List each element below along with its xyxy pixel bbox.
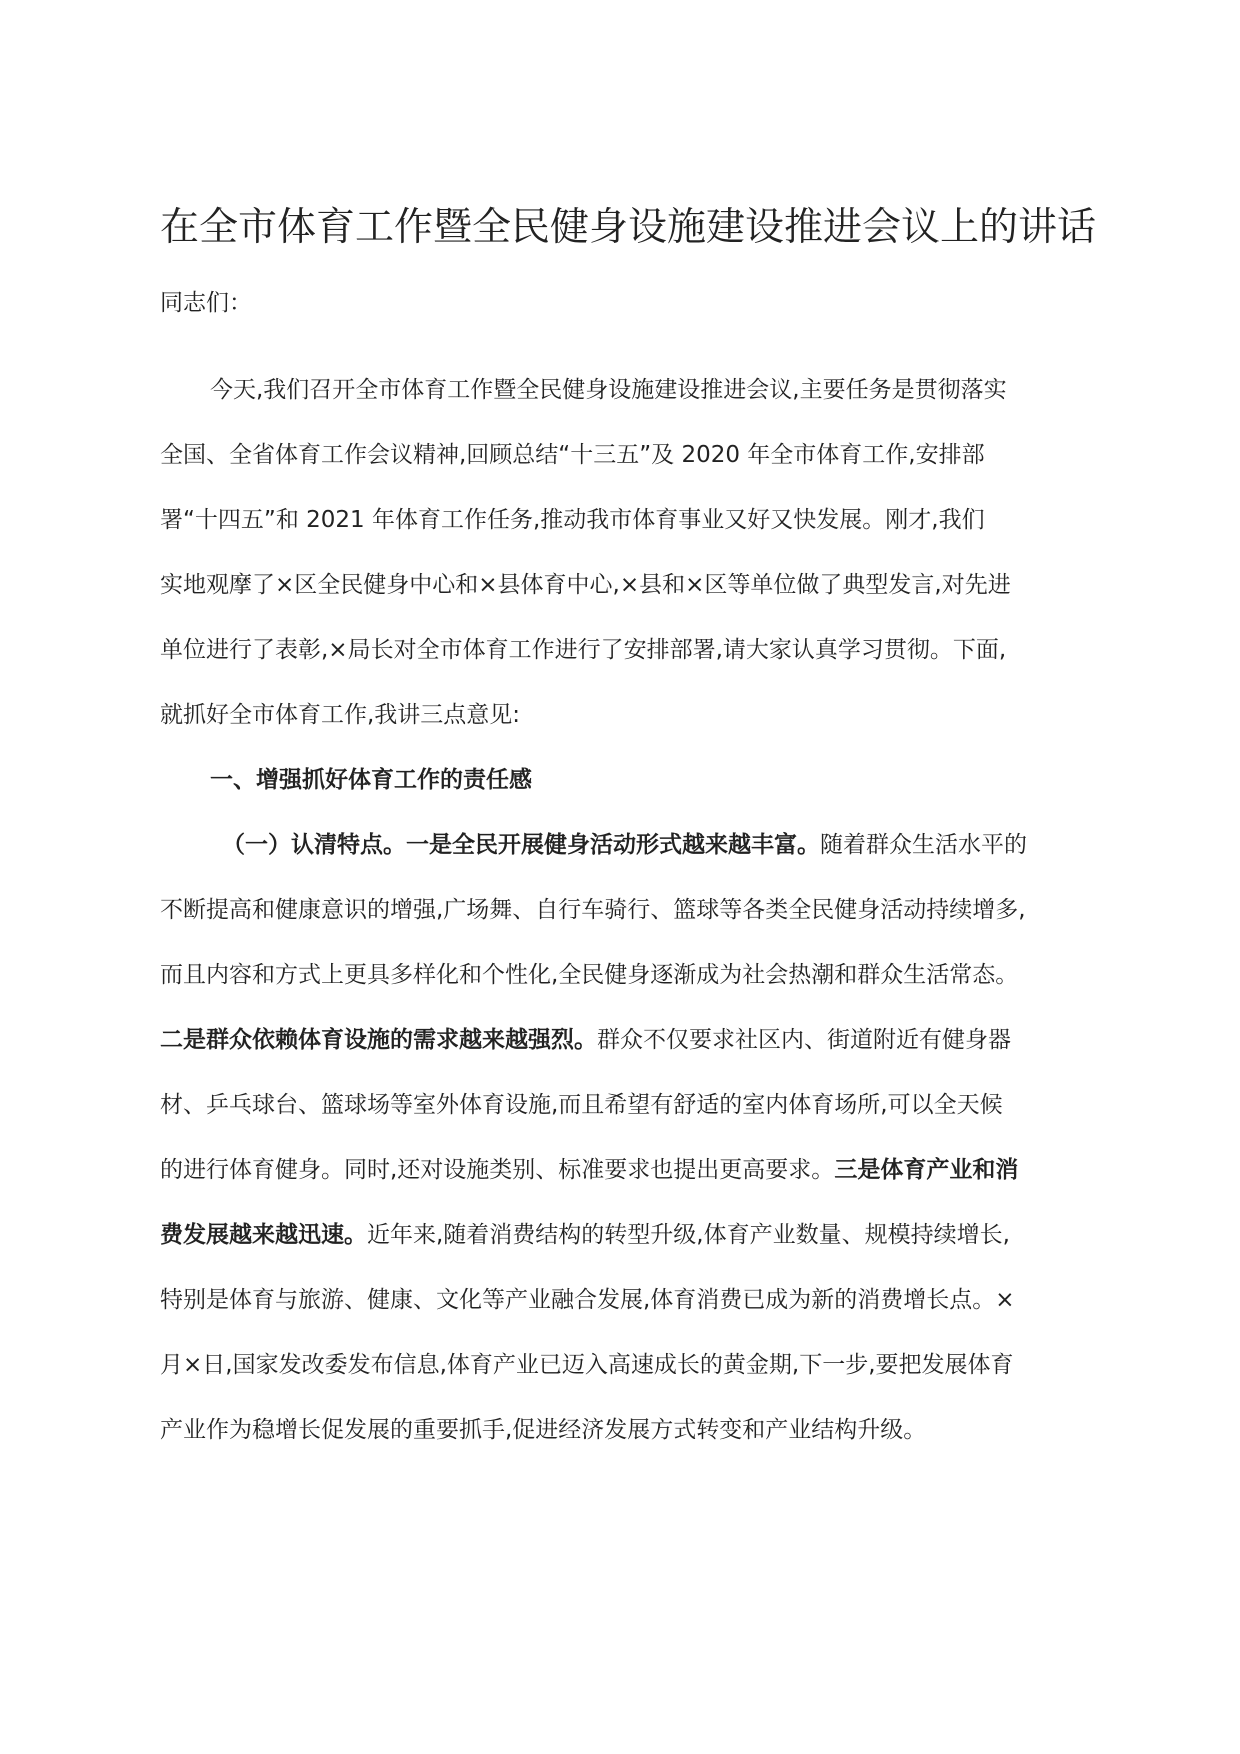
paragraph-line: 月×日,国家发改委发布信息,体育产业已迈入高速成长的黄金期,下一步,要把发展体育 [160, 1352, 1014, 1378]
subsection-heading: （一）认清特点。一是全民开展健身活动形式越来越丰富。 [222, 832, 820, 858]
paragraph-line: 单位进行了表彰,×局长对全市体育工作进行了安排部署,请大家认真学习贯彻。下面, [160, 637, 1007, 663]
document-body [160, 370, 1100, 1475]
paragraph-line: 今天,我们召开全市体育工作暨全民健身设施建设推进会议,主要任务是贯彻落实 [210, 377, 1007, 403]
paragraph-text: 近年来,随着消费结构的转型升级,体育产业数量、规模持续增长, [367, 1222, 1010, 1248]
paragraph-line [160, 825, 1100, 890]
paragraph-line [160, 1150, 1100, 1215]
salutation: 同志们： [160, 290, 252, 316]
document-title: 在全市体育工作暨全民健身设施建设推进会议上的讲话 [160, 205, 1097, 250]
paragraph-line [160, 1020, 1100, 1085]
section-heading: 一、增强抓好体育工作的责任感 [210, 767, 532, 793]
paragraph-line: 特别是体育与旅游、健康、文化等产业融合发展,体育消费已成为新的消费增长点。× [160, 1287, 1015, 1313]
point-heading: 费发展越来越迅速。 [160, 1222, 367, 1248]
paragraph-line: 实地观摩了×区全民健身中心和×县体育中心,×县和×区等单位做了典型发言,对先进 [160, 572, 1011, 598]
paragraph-text: 随着群众生活水平的 [820, 832, 1027, 858]
paragraph-line: 署“十四五”和 2021 年体育工作任务,推动我市体育事业又好又快发展。刚才,我们 [160, 507, 985, 533]
point-heading: 二是群众依赖体育设施的需求越来越强烈。 [160, 1027, 597, 1053]
point-heading: 三是体育产业和消 [834, 1157, 1019, 1183]
paragraph-line: 而且内容和方式上更具多样化和个性化,全民健身逐渐成为社会热潮和群众生活常态。 [160, 962, 1019, 988]
paragraph-line: 产业作为稳增长促发展的重要抓手,促进经济发展方式转变和产业结构升级。 [160, 1417, 927, 1443]
paragraph-line [160, 1215, 1100, 1280]
paragraph-text: 的进行体育健身。同时,还对设施类别、标准要求也提出更高要求。 [160, 1157, 835, 1183]
paragraph-line: 不断提高和健康意识的增强,广场舞、自行车骑行、篮球等各类全民健身活动持续增多, [160, 897, 1026, 923]
paragraph-line: 材、乒乓球台、篮球场等室外体育设施,而且希望有舒适的室内体育场所,可以全天候 [160, 1092, 1003, 1118]
paragraph-text: 群众不仅要求社区内、街道附近有健身器 [597, 1027, 1011, 1053]
paragraph-line: 就抓好全市体育工作,我讲三点意见: [160, 702, 521, 728]
paragraph-line: 全国、全省体育工作会议精神,回顾总结“十三五”及 2020 年全市体育工作,安排部 [160, 442, 985, 468]
